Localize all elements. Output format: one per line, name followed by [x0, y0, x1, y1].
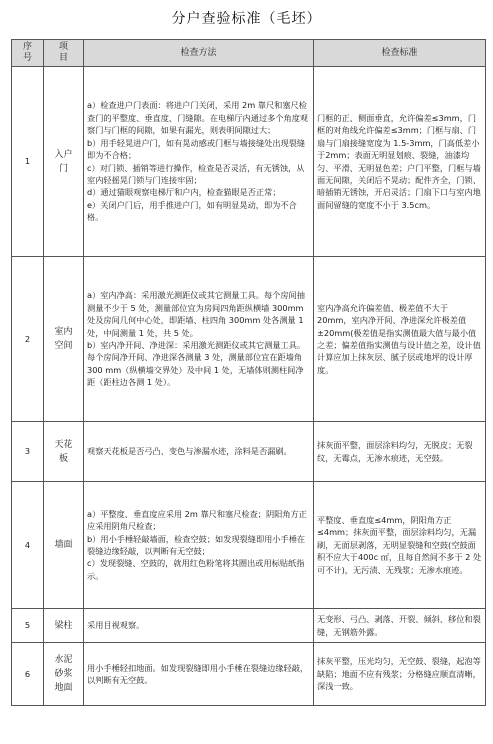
header-no	[12, 40, 44, 67]
header-item-text: 项 目	[58, 42, 68, 63]
row-item: 室内 空间	[44, 257, 84, 422]
method-paragraph: 用小手棰轻扣地面。如发现裂缝即用小手棰在裂缝边缘轻敲，以判断有无空鼓。	[87, 662, 309, 685]
header-no-text: 序 号	[22, 42, 32, 63]
method-paragraph: c）对门锁、插销等进行操作，检查是否灵活，有无锈蚀，从室内轻摇晃门锁与门连接牢固；	[87, 162, 305, 185]
method-paragraph: 观察天花板是否弓凸、变色与渗漏水迹，涂料是否漏刷。	[87, 446, 292, 457]
header-standard: 检查标准	[314, 40, 486, 67]
method-paragraph: b）用小手棰轻敲墙面，检查空鼓；如发现裂缝即用小手棰在裂缝边缘轻敲，以判断有无空鼓；	[87, 533, 306, 556]
method-paragraph: a）室内净高：采用激光测距仪或其它测量工具。每个房间抽测量不少于 5 处，测量部位宜为房间四角距纵横墙 300mm 处及房间几何中心处，即距墙、柱四角 300mm 处各测量 1 处，中间测量 1 处，共 5 处。	[87, 290, 305, 338]
header-item	[44, 40, 84, 67]
row-number: 3	[12, 422, 44, 482]
table-row	[12, 643, 486, 706]
method-paragraph: b）用手轻晃进户门，如有晃动感或门框与墙接缝处出现裂缝即为不合格；	[87, 137, 306, 161]
row-item: 入户 门	[44, 67, 84, 257]
method-paragraph: b）室内净开间、净进深：采用激光测距仪或其它测量工具。每个房间净开间、净进深各测量 3 处，测量部位宜在距墙角 300 mm（纵横墙交界处）及中间 1 处，无墙体则测柱间净距（距柱边各测 1 处）。	[87, 340, 306, 388]
method-paragraph: 采用目视观察。	[87, 620, 145, 631]
row-number: 5	[12, 609, 44, 643]
table-row	[12, 609, 486, 643]
method-paragraph: d）通过猫眼观察电梯厅和户内，检查猫眼是否正常；	[87, 187, 281, 198]
row-standard: 无变形、弓凸、剥落、开裂、倾斜、移位和裂缝，无钢筋外露。	[314, 609, 486, 643]
row-item: 梁柱	[44, 609, 84, 643]
row-method	[84, 643, 314, 706]
row-standard: 抹灰面平整，面层涂料均匀，无脱皮；无裂纹，无霉点，无渗水痕迹，无空鼓。	[314, 422, 486, 482]
row-standard: 平整度、垂直度≤4mm，阴阳角方正≤4mm；抹灰面平整，面层涂料均匀，无漏刷，无面层剥落，无明显裂缝和空鼓(空鼓面积不应大于400c ㎡，且每自然间不多于 2 处可不计)，无污渍、无残浆；无渗水痕迹。	[314, 482, 486, 609]
row-number: 2	[12, 257, 44, 422]
row-standard: 抹灰平整，压光均匀，无空鼓、裂缝，起泡等缺陷；地面不应有残浆；分格缝应顺直清晰，深浅一致。	[314, 643, 486, 706]
table-body	[12, 67, 486, 706]
method-paragraph: a）检查进户门表面：将进户门关闭，采用 2m 靠尺和塞尺检查门的平整度、垂直度、门缝隙。在电梯厅内通过多个角度观察门与门框的间隙，如果有漏光，则表明间隙过大；	[87, 100, 309, 136]
method-paragraph: a）平整度、垂直度应采用 2m 靠尺和塞尺检查；阴阳角方正应采用阴角尺检查；	[87, 508, 307, 532]
table-row	[12, 422, 486, 482]
row-method	[84, 609, 314, 643]
row-method	[84, 422, 314, 482]
row-item: 墙面	[44, 482, 84, 609]
table-header-row	[12, 40, 486, 67]
row-item: 水泥 砂浆 地面	[44, 643, 84, 706]
row-method	[84, 482, 314, 609]
page-title: 分户查验标准（毛坯）	[171, 11, 322, 27]
row-number: 4	[12, 482, 44, 609]
inspection-table	[11, 39, 486, 706]
table-row	[12, 67, 486, 257]
row-standard: 室内净高允许偏差值、极差值不大于 20mm，室内净开间、净进深允许极差值±20mm(极差值是指实测值最大值与最小值之差；偏差值指实测值与设计值之差，设计值计算应加上抹灰层、腻子层或地坪的设计厚度。	[314, 257, 486, 422]
table-row	[12, 482, 486, 609]
header-method: 检查方法	[84, 40, 314, 67]
row-item: 天花 板	[44, 422, 84, 482]
method-paragraph: e）关闭户门后，用手推进户门，如有明显晃动，即为不合格。	[87, 199, 297, 223]
row-number: 6	[12, 643, 44, 706]
method-paragraph: c）发现裂缝、空鼓的，就用红色粉笔将其圈出或用标贴纸指示。	[87, 558, 305, 581]
row-standard: 门框的正、侧面垂直，允许偏差≤3mm，门框的对角线允许偏差≤3mm；门框与扇、门扇与门扇接缝宽度为 1.5-3mm，门高低差小于2mm；表面无明显划痕、裂缝，油漆均匀、平滑、无明显色差；户门平整，门框与墙面无间隙，关闭后不晃动；配件齐全，门锁、暗插销无锈蚀，开启灵活；门扇下口与室内地面间留缝的宽度不小于 3.5cm。	[314, 67, 486, 257]
row-method	[84, 257, 314, 422]
table-row	[12, 257, 486, 422]
row-method	[84, 67, 314, 257]
row-number: 1	[12, 67, 44, 257]
